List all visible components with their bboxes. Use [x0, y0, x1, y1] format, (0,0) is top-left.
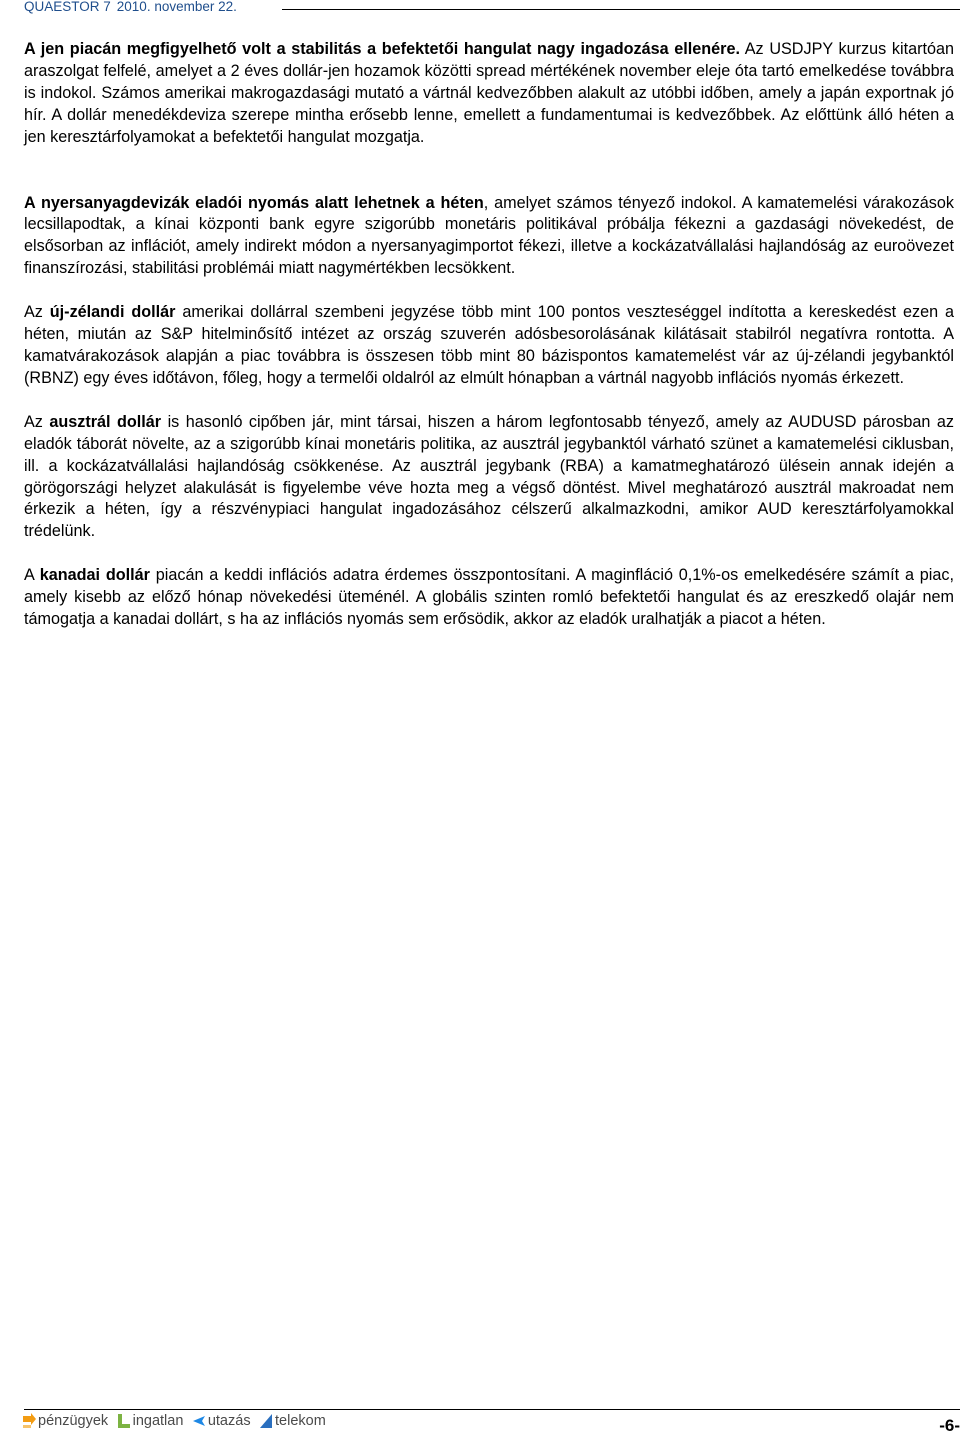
brand-label: pénzügyek [38, 1413, 109, 1429]
brand-utazas [192, 1413, 251, 1429]
paragraph-subject: ausztrál dollár [49, 412, 162, 431]
paragraph-text: amerikai dollárral szembeni jegyzése több mint 100 pontos veszteséggel indította a kereskedést ezen a héten, miután az S&P hitelminősítő intézet az ország szuverén adósbesorolásának kilátásait stabilról negatívra rontotta. A kamatvárakozások alapján a piac továbbra is összesen több mint 80 bázispontos kamatemelést vár az új-zélandi jegybanktól (RBNZ) egy éves időtávon, főleg, hogy a termelői oldalról az elmúlt hónapban a vártnál nagyobb inflációs nyomás érkezett. [24, 303, 955, 387]
signal-icon [259, 1413, 273, 1429]
paragraph-subject: kanadai dollár [39, 566, 150, 585]
brand-penzugyek [22, 1413, 108, 1429]
footer-brands [22, 1413, 952, 1441]
page-header [24, 0, 960, 14]
brand-label: ingatlan [132, 1413, 184, 1429]
brand-ingatlan [117, 1413, 184, 1429]
paragraph-lead: A jen piacán megfigyelhető volt a stabilitás a befektetői hangulat nagy ingadozása ellenére. [24, 40, 740, 58]
paragraph-prefix: A [24, 566, 40, 585]
publication-name: QUAESTOR 7 [24, 0, 111, 14]
building-icon [117, 1413, 131, 1429]
paragraph-subject: új-zélandi dollár [49, 303, 176, 322]
paragraph-aud [24, 412, 954, 543]
paragraph-prefix: Az [24, 412, 50, 431]
paragraph-prefix: Az [24, 303, 50, 322]
paragraph-text: piacán a keddi inflációs adatra érdemes összpontosítani. A maginfláció 0,1%-os emelkedésére számít a piac, amely kisebb az előző hónap növekedési üteménél. A globális szinten romló befektetői hangulat és az ereszkedő olajár nem támogatja a kanadai dollárt, s ha az inflációs nyomás sem erősödik, akkor az eladók uralhatják a piacot a héten. [24, 566, 954, 629]
header-rule [282, 9, 960, 10]
arrow-icon [22, 1413, 36, 1429]
paragraph-text: , amelyet számos tényező indokol. A kamatemelési várakozások lecsillapodtak, a kínai központi bank egyre szigorúbb monetáris politikával próbálja fékezni a gazdasági növekedést, de elsősorban az inflációt, amely indirekt módon a nyersanyagimportot fékezi, illetve a kockázatvállalási hajlandóság az euroövezet finanszírozási, stabilitási problémái miatt nagymértékben lecsökkent. [24, 193, 954, 278]
page-number: -6- [939, 1416, 960, 1435]
paragraph-cad [24, 565, 954, 631]
paragraph-nzd [24, 302, 954, 390]
plane-icon [192, 1413, 206, 1429]
brand-label: telekom [275, 1413, 326, 1429]
paragraph-jpy [24, 39, 954, 149]
publication-date: 2010. november 22. [116, 0, 237, 14]
paragraph-text: Az USDJPY kurzus kitartóan araszolgat felfelé, amelyet a 2 éves dollár-jen hozamok közötti spread mértékének november eleje óta tartó emelkedése továbbra is indokol. Számos amerikai makrogazdasági mutató a vártnál kedvezőbben alakult az utóbbi időben, amely a japán exportnak jó hír. A dollár menedékdeviza szerepe mintha erősebb lenne, emellett a fundamentumai is kedvezőbbek. Az előttünk álló héten a jen keresztárfolyamokat a befektetői hangulat mozgatja. [24, 40, 954, 146]
paragraph-text: is hasonló cipőben jár, mint társai, hiszen a három legfontosabb tényező, amely az AUDUSD párosban az eladók táborát növelte, az a szigorúbb kínai monetáris politika, az ausztrál jegybanktól várható szünet a kamatemelési ciklusban, ill. a kockázatvállalási hajlandóság csökkenése. Az ausztrál jegybank (RBA) a kamatmeghatározó ülésein annak idején a görögországi helyzet alakulását is figyelembe véve hozta meg a végső döntést. Mivel meghatározó ausztrál makroadat nem érkezik a héten, így a részvénypiaci hangulat ingadozásához célszerű alkalmazkodni, amikor AUD keresztárfolyamokkal trédelünk. [24, 412, 954, 541]
footer-rule [24, 1409, 960, 1410]
article-body [24, 39, 954, 631]
paragraph-lead: A nyersanyagdevizák eladói nyomás alatt lehetnek a héten [24, 193, 484, 212]
brand-telekom [259, 1413, 326, 1429]
paragraph-commodity-currencies [24, 193, 954, 281]
brand-label: utazás [207, 1413, 251, 1429]
